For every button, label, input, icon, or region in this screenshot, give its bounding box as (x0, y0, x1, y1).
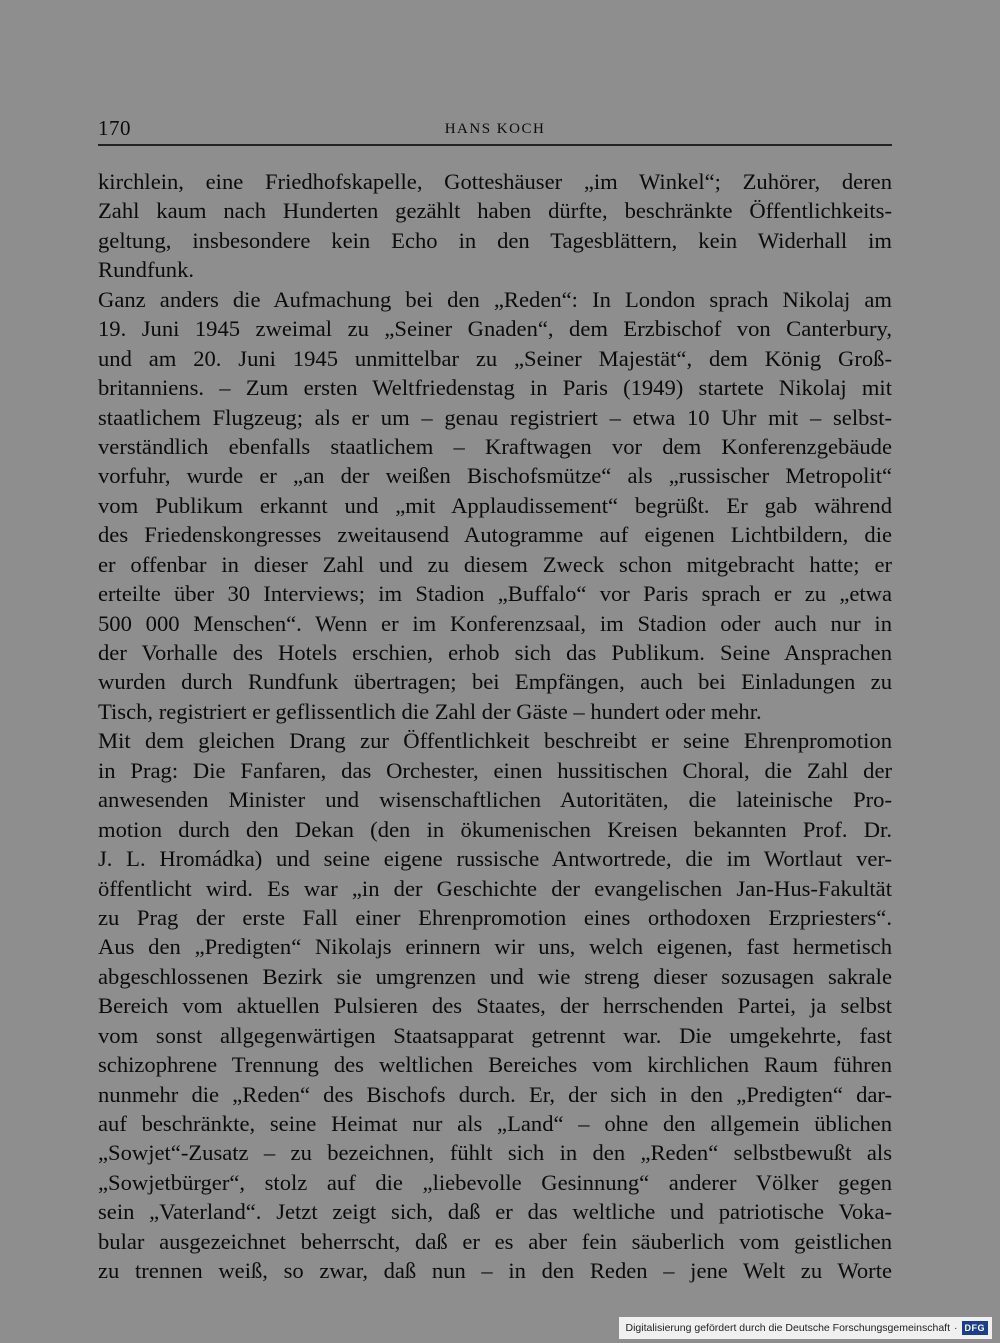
text-line: Bereich vom aktuellen Pulsieren des Staates, der herrschenden Partei, ja selbst (98, 993, 892, 1019)
text-line: „Sowjetbürger“, stolz auf die „liebevolle Gesinnung“ anderer Völker gegen (98, 1169, 892, 1195)
text-line: Tisch, registriert er geflissentlich die Zahl der Gäste – hundert oder mehr. (98, 698, 762, 724)
text-line: Rundfunk. (98, 257, 195, 283)
text-line: Zahl kaum nach Hunderten gezählt haben dürfte, beschränkte Öffentlichkeits- (98, 198, 892, 224)
text-line: britanniens. – Zum ersten Weltfriedenstag in Paris (1949) startete Nikolaj mit (98, 375, 892, 401)
text-line: „Sowjet“-Zusatz – zu bezeichnen, fühlt sich in den „Reden“ selbstbewußt als (98, 1140, 892, 1166)
text-line: 500 000 Menschen“. Wenn er im Konferenzsaal, im Stadion oder auch nur in (98, 610, 892, 636)
footer-separator: · (954, 1322, 958, 1334)
text-line: sein „Vaterland“. Jetzt zeigt sich, daß er das weltliche und patriotische Voka- (98, 1199, 892, 1225)
text-line: anwesenden Minister und wisenschaftlichen Autoritäten, die lateinische Pro- (98, 787, 892, 813)
text-line: er offenbar in dieser Zahl und zu diesem Zweck schon mitgebracht hatte; er (98, 551, 892, 577)
text-line: wurden durch Rundfunk übertragen; bei Empfängen, auch bei Einladungen zu (98, 669, 892, 695)
running-head: HANS KOCH (444, 121, 546, 137)
text-line: kirchlein, eine Friedhofskapelle, Gotteshäuser „im Winkel“; Zuhörer, deren (98, 169, 892, 194)
text-line: nunmehr die „Reden“ des Bischofs durch. Er, der sich in den „Predigten“ dar- (98, 1081, 892, 1107)
page-number: 170 (98, 116, 131, 140)
text-line: öffentlicht wird. Es war „in der Geschichte der evangelischen Jan-Hus-Fakultät (98, 875, 892, 901)
text-line: vom Publikum erkannt und „mit Applaudissement“ begrüßt. Er gab während (98, 492, 892, 518)
text-line: vorfuhr, wurde er „an der weißen Bischofsmütze“ als „russischer Metropolit“ (98, 463, 892, 489)
text-line: in Prag: Die Fanfaren, das Orchester, einen hussitischen Choral, die Zahl der (98, 757, 892, 783)
text-line: abgeschlossenen Bezirk sie umgrenzen und wie streng dieser sozusagen sakrale (98, 963, 892, 989)
text-line: des Friedenskongresses zweitausend Autogramme auf eigenen Lichtbildern, die (98, 522, 892, 548)
text-line: vom sonst allgegenwärtigen Staatsapparat getrennt war. Die umgekehrte, fast (98, 1022, 892, 1048)
text-line: J. L. Hromádka) und seine eigene russische Antwortrede, die im Wortlaut ver- (98, 846, 892, 872)
text-line: und am 20. Juni 1945 unmittelbar zu „Seiner Majestät“, dem König Groß- (98, 345, 892, 371)
dfg-logo-icon: DFG (962, 1321, 989, 1335)
funding-footer (619, 1317, 992, 1339)
text-line: erteilte über 30 Interviews; im Stadion „Buffalo“ vor Paris sprach er zu „etwa (98, 581, 892, 607)
body-text (98, 167, 892, 1286)
page-header (98, 112, 892, 146)
text-line: geltung, insbesondere kein Echo in den Tagesblättern, kein Widerhall im (98, 227, 892, 253)
text-line: Ganz anders die Aufmachung bei den „Reden“: In London sprach Nikolaj am (98, 286, 892, 312)
funding-text: Digitalisierung gefördert durch die Deutsche Forschungsgemeinschaft (625, 1322, 950, 1334)
text-line: verständlich ebenfalls staatlichem – Kraftwagen vor dem Konferenzgebäude (98, 433, 892, 459)
text-line: staatlichem Flugzeug; als er um – genau registriert – etwa 10 Uhr mit – selbst- (98, 404, 892, 430)
text-line: zu trennen weiß, so zwar, daß nun – in den Reden – jene Welt zu Worte (98, 1258, 892, 1284)
text-line: Mit dem gleichen Drang zur Öffentlichkeit beschreibt er seine Ehrenpromotion (98, 728, 892, 754)
text-line: auf beschränkte, seine Heimat nur als „Land“ – ohne den allgemein üblichen (98, 1111, 892, 1136)
text-line: zu Prag der erste Fall einer Ehrenpromotion eines orthodoxen Erzpriesters“. (98, 904, 892, 930)
text-line: motion durch den Dekan (den in ökumenischen Kreisen bekannten Prof. Dr. (98, 816, 892, 842)
text-line: Aus den „Predigten“ Nikolajs erinnern wir uns, welch eigenen, fast hermetisch (98, 934, 892, 960)
text-line: der Vorhalle des Hotels erschien, erhob sich das Publikum. Seine Ansprachen (98, 640, 892, 665)
text-line: schizophrene Trennung des weltlichen Bereiches vom kirchlichen Raum führen (98, 1052, 892, 1078)
text-line: 19. Juni 1945 zweimal zu „Seiner Gnaden“, dem Erzbischof von Canterbury, (98, 316, 892, 342)
text-line: bular ausgezeichnet beherrscht, daß er es aber fein säuberlich vom geistlichen (98, 1228, 892, 1254)
